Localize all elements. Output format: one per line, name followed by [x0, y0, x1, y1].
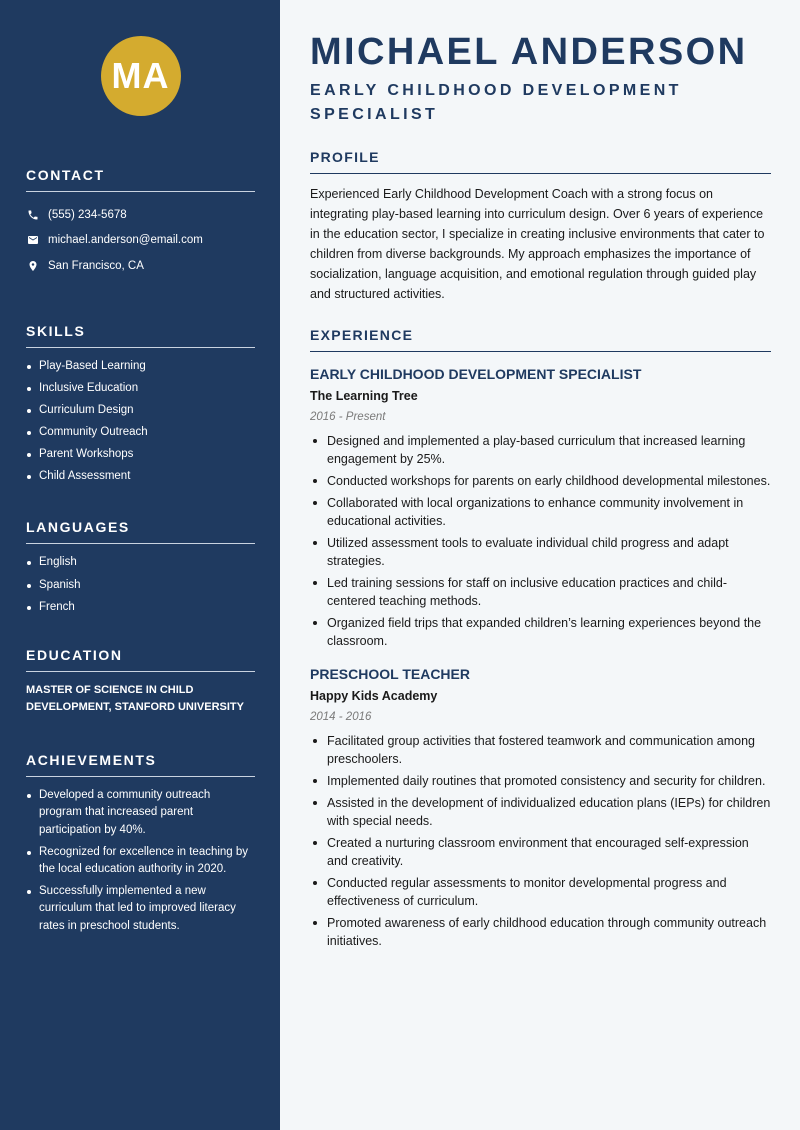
job-title: PRESCHOOL TEACHER — [310, 666, 470, 682]
skills-section — [26, 323, 255, 486]
job-bullet: Designed and implemented a play-based curriculum that increased learning engagement by 25%. — [310, 432, 771, 468]
job-bullet: Created a nurturing classroom environment that encouraged self-expression and creativity. — [310, 834, 771, 870]
contact-list — [26, 202, 255, 279]
achievements-list — [26, 787, 255, 936]
job-bullet: Conducted regular assessments to monitor developmental progress and effectiveness of curriculum. — [310, 874, 771, 910]
main-content — [280, 0, 800, 1130]
skill-item: Curriculum Design — [26, 402, 255, 419]
job-company: Happy Kids Academy — [310, 689, 438, 703]
job-bullet: Conducted workshops for parents on early childhood developmental milestones. — [310, 472, 771, 490]
contact-heading: CONTACT — [26, 167, 255, 192]
achievements-heading: ACHIEVEMENTS — [26, 752, 255, 777]
candidate-title: EARLY CHILDHOOD DEVELOPMENT SPECIALIST — [310, 82, 682, 123]
job-entry — [310, 364, 771, 650]
candidate-name: MICHAEL ANDERSON — [310, 31, 748, 73]
skills-heading: SKILLS — [26, 323, 255, 348]
skill-item: Inclusive Education — [26, 380, 255, 397]
achievement-item: Recognized for excellence in teaching by the local education authority in 2020. — [26, 844, 255, 879]
contact-email — [26, 228, 255, 254]
job-bullets — [310, 432, 771, 650]
job-bullets — [310, 732, 771, 950]
email-text: michael.anderson@email.com — [48, 234, 203, 247]
job-dates: 2016 - Present — [310, 411, 386, 423]
job-bullet: Utilized assessment tools to evaluate individual child progress and adapt strategies. — [310, 534, 771, 570]
languages-list — [26, 554, 255, 615]
profile-text: Experienced Early Childhood Development Coach with a strong focus on integrating play-based learning into curriculum design. Over 6 years of experience in the education sector, I specialize in creating inclusive environments that cater to children from diverse backgrounds. My approach emphasizes the importance of socialization, language acquisition, and emotional regulation through guided play and structured activities. — [310, 187, 765, 301]
contact-phone — [26, 202, 255, 228]
experience-heading: EXPERIENCE — [310, 327, 771, 352]
job-bullet: Organized field trips that expanded children’s learning experiences beyond the classroom. — [310, 614, 771, 650]
skill-item: Child Assessment — [26, 468, 255, 485]
language-item: English — [26, 554, 255, 571]
job-bullet: Facilitated group activities that fostered teamwork and communication among preschoolers. — [310, 732, 771, 768]
email-icon — [26, 234, 39, 247]
job-title: EARLY CHILDHOOD DEVELOPMENT SPECIALIST — [310, 366, 642, 382]
profile-section — [310, 149, 771, 304]
education-section — [26, 647, 255, 716]
skill-item: Community Outreach — [26, 424, 255, 441]
location-text: San Francisco, CA — [48, 259, 144, 272]
experience-section — [310, 327, 771, 950]
sidebar — [0, 0, 280, 1130]
job-company: The Learning Tree — [310, 389, 418, 403]
achievement-item: Developed a community outreach program that increased parent participation by 40%. — [26, 787, 255, 840]
location-pin-icon — [26, 259, 39, 272]
skill-item: Parent Workshops — [26, 446, 255, 463]
skills-list — [26, 358, 255, 486]
job-bullet: Collaborated with local organizations to enhance community involvement in educational activities. — [310, 494, 771, 530]
achievements-section — [26, 752, 255, 936]
job-bullet: Implemented daily routines that promoted consistency and security for children. — [310, 772, 771, 790]
job-bullet: Assisted in the development of individualized education plans (IEPs) for children with special needs. — [310, 794, 771, 830]
job-bullet: Led training sessions for staff on inclusive education practices and child-centered teaching methods. — [310, 574, 771, 610]
avatar-initials: MA — [101, 36, 181, 116]
phone-icon — [26, 208, 39, 221]
languages-section — [26, 519, 255, 615]
job-entry — [310, 664, 771, 950]
job-dates: 2014 - 2016 — [310, 711, 372, 723]
languages-heading: LANGUAGES — [26, 519, 255, 544]
education-heading: EDUCATION — [26, 647, 255, 672]
phone-text: (555) 234-5678 — [48, 208, 127, 221]
achievement-item: Successfully implemented a new curriculum that led to improved literacy rates in preschool students. — [26, 883, 255, 936]
education-degree: MASTER OF SCIENCE IN CHILD DEVELOPMENT, STANFORD UNIVERSITY — [26, 683, 244, 713]
contact-location — [26, 253, 255, 279]
language-item: French — [26, 599, 255, 616]
language-item: Spanish — [26, 577, 255, 594]
profile-heading: PROFILE — [310, 149, 771, 174]
job-bullet: Promoted awareness of early childhood education through community outreach initiatives. — [310, 914, 771, 950]
contact-section — [26, 167, 255, 279]
skill-item: Play-Based Learning — [26, 358, 255, 375]
